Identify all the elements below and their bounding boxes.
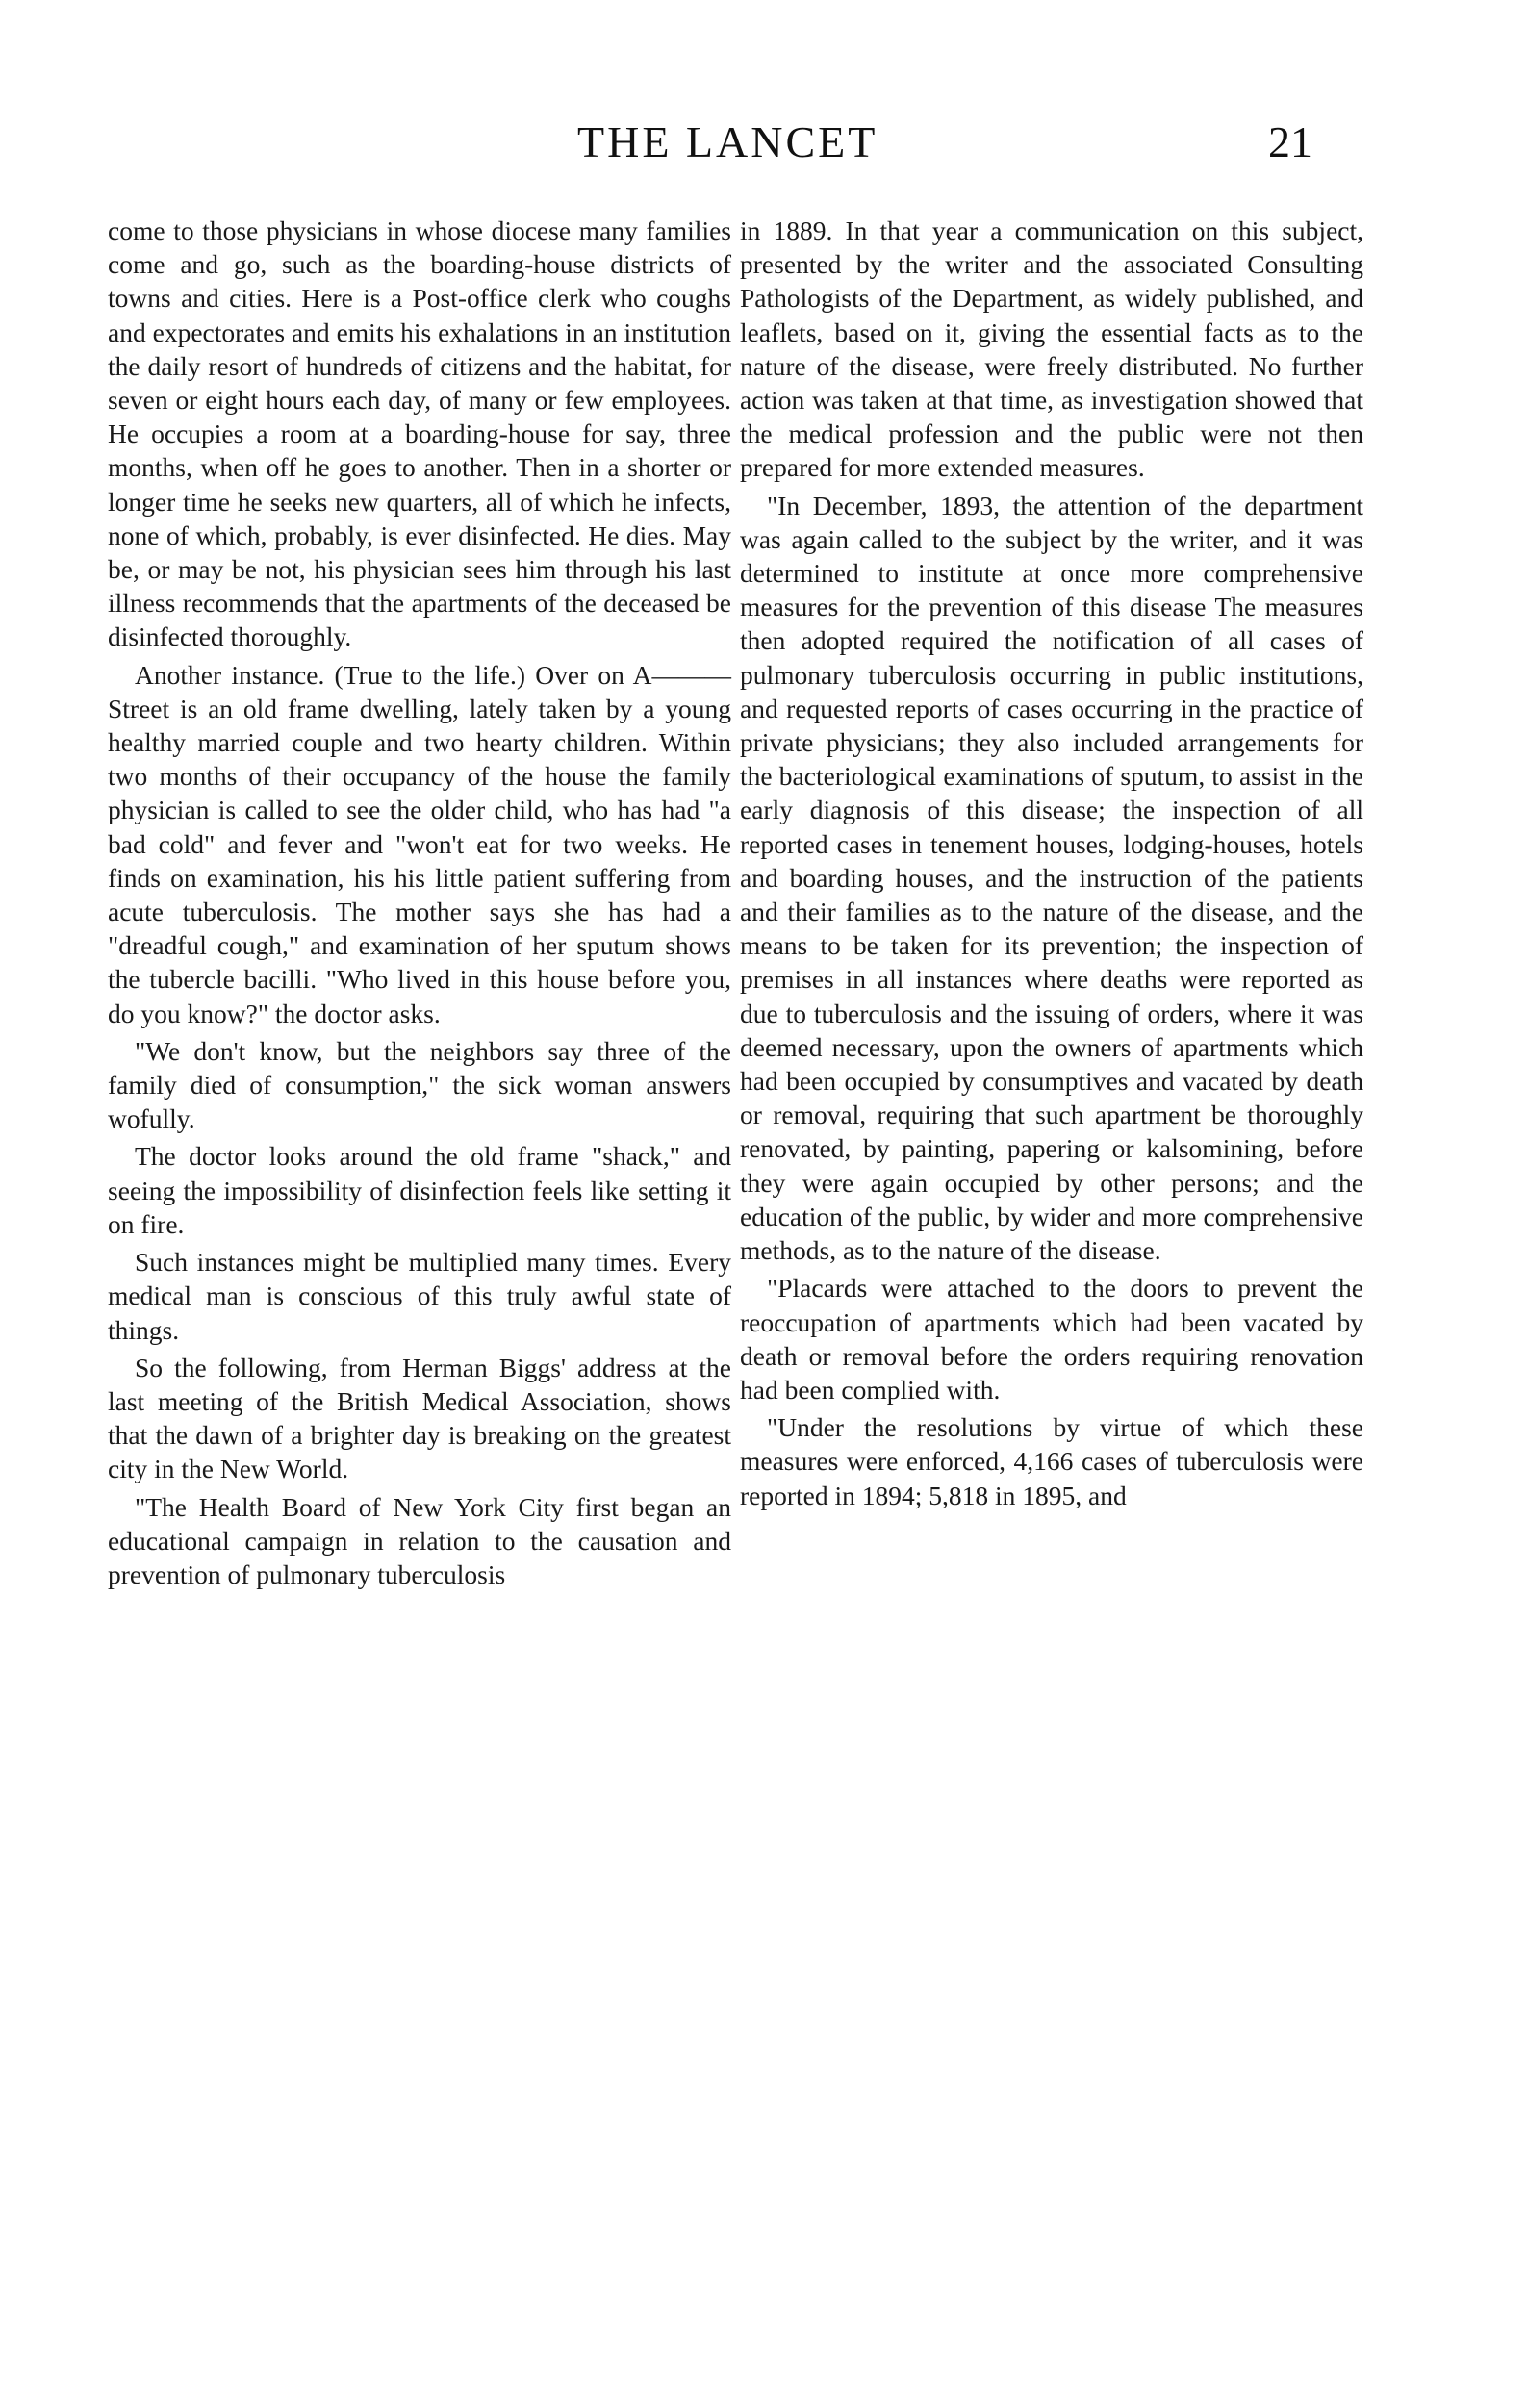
paragraph: "The Health Board of New York City first began an educational campaign in relation to the causation and prevention of pulmonary tuberculosis [108, 1491, 731, 1589]
paragraph: The doctor looks around the old frame "shack," and seeing the impossibility of disinfection feels like setting it on fire. [108, 1141, 731, 1239]
paragraph: Such instances might be multiplied many times. Every medical man is conscious of this truly awful state of things. [108, 1247, 731, 1345]
paragraph: Another instance. (True to the life.) Over on A——— Street is an old frame dwelling, lately taken by a young healthy married couple and two hearty children. Within two months of their occupancy of the house the family physician is called to see the older child, who has had "a bad cold" and fever and "won't eat for two weeks. He finds on examination, his his little patient suffering from acute tuberculosis. The mother says she has had a "dreadful cough," and examination of her sputum shows the tubercle bacilli. "Who lived in this house before you, do you know?" the doctor asks. [108, 659, 731, 1028]
running-head [0, 114, 1527, 171]
paragraph: "We don't know, but the neighbors say three of the family died of consumption," the sick woman answers wofully. [108, 1035, 731, 1134]
right-column [740, 214, 1363, 1512]
paragraph: "Under the resolutions by virtue of which these measures were enforced, 4,166 cases of tuberculosis were reported in 1894; 5,818 in 1895, and [740, 1412, 1363, 1510]
journal-title: THE LANCET [577, 117, 878, 166]
paragraph: come to those physicians in whose diocese many families come and go, such as the boarding-house districts of towns and cities. Here is a Post-office clerk who coughs and expectorates and emits his exhalations in an institution the daily resort of hundreds of citizens and the habitat, for seven or eight hours each day, of many or few employees. He occupies a room at a boarding-house for say, three months, when off he goes to another. Then in a shorter or longer time he seeks new quarters, all of which he infects, none of which, probably, is ever disinfected. He dies. May be, or may be not, his physician sees him through his last illness recommends that the apartments of the deceased be disinfected thoroughly. [108, 215, 731, 652]
paragraph: "In December, 1893, the attention of the department was again called to the subject by the writer, and it was determined to institute at once more comprehensive measures for the prevention of this disease The measures then adopted required the notification of all cases of pulmonary tuberculosis occurring in public institutions, and requested reports of cases occurring in the practice of private physicians; they also included arrangements for the bacteriological examinations of sputum, to assist in the early diagnosis of this disease; the inspection of all reported cases in tenement houses, lodging-houses, hotels and boarding houses, and the instruction of the patients and their families as to the nature of the disease, and the means to be taken for its prevention; the inspection of premises in all instances where deaths were reported as due to tuberculosis and the issuing of orders, where it was deemed necessary, upon the owners of apartments which had been occupied by consumptives and vacated by death or removal, requiring that such apartment be thoroughly renovated, by painting, papering or kalsomining, before they were again occupied by other persons; and the education of the public, by wider and more comprehensive methods, as to the nature of the disease. [740, 490, 1363, 1266]
page-number: 21 [1268, 117, 1312, 166]
left-column [108, 214, 731, 1591]
paragraph: in 1889. In that year a communication on this subject, presented by the writer and the associated Consulting Pathologists of the Department, as widely published, and leaflets, based on it, giving the essential facts as to the nature of the disease, were freely distributed. No further action was taken at that time, as investigation showed that the medical profession and the public were not then prepared for more extended measures. [740, 215, 1363, 483]
paragraph: So the following, from Herman Biggs' address at the last meeting of the British Medical Association, shows that the dawn of a brighter day is breaking on the greatest city in the New World. [108, 1352, 731, 1484]
paragraph: "Placards were attached to the doors to prevent the reoccupation of apartments which had been vacated by death or removal before the orders requiring renovation had been complied with. [740, 1273, 1363, 1405]
